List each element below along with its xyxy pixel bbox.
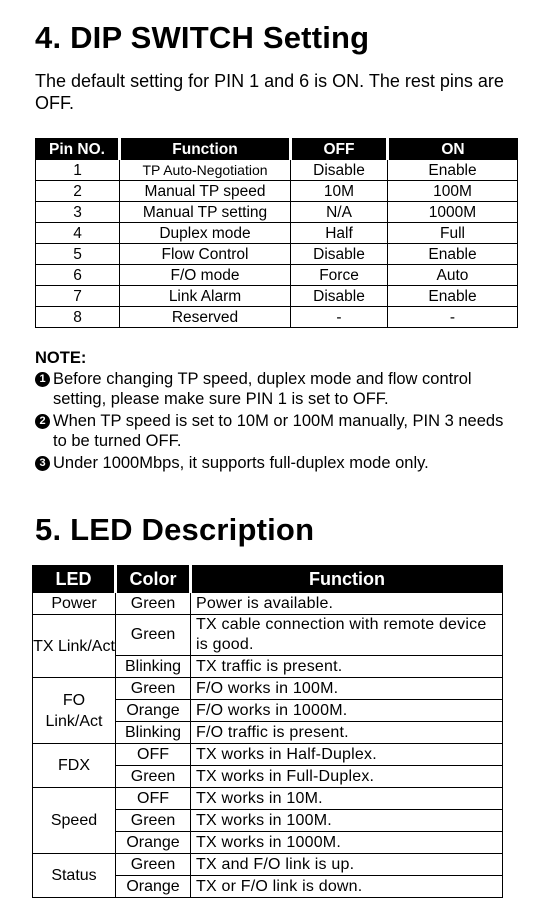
led-cell-name: Power (33, 593, 116, 615)
dip-header-pin: Pin NO. (36, 139, 120, 160)
led-cell-function: TX traffic is present. (191, 656, 503, 678)
led-header-function: Function (191, 566, 503, 593)
dip-cell-off: Half (291, 223, 388, 244)
led-cell-function: TX cable connection with remote device is good. (191, 615, 503, 656)
dip-cell-pin: 4 (36, 223, 120, 244)
led-cell-color: Orange (116, 876, 191, 898)
led-cell-color: Blinking (116, 656, 191, 678)
dip-cell-off: 10M (291, 181, 388, 202)
led-cell-color: OFF (116, 744, 191, 766)
led-cell-color: Green (116, 678, 191, 700)
led-cell-color: Orange (116, 700, 191, 722)
dip-cell-pin: 7 (36, 286, 120, 307)
led-cell-function: TX works in Half-Duplex. (191, 744, 503, 766)
note-block (35, 348, 515, 474)
dip-cell-pin: 6 (36, 265, 120, 286)
dip-cell-function: Flow Control (120, 244, 291, 265)
dip-switch-heading: 4. DIP SWITCH Setting (35, 20, 370, 55)
note-item-text: Under 1000Mbps, it supports full-duplex mode only. (53, 453, 429, 472)
note-title: NOTE: (35, 349, 87, 367)
dip-cell-function: TP Auto-Negotiation (120, 160, 291, 181)
led-cell-function: TX and F/O link is up. (191, 854, 503, 876)
led-description-table (32, 565, 503, 898)
led-table-row (33, 593, 503, 615)
led-cell-name: FO Link/Act (33, 678, 116, 744)
dip-cell-off: Force (291, 265, 388, 286)
led-cell-color: Green (116, 615, 191, 656)
dip-header-on: ON (388, 139, 518, 160)
dip-cell-on: Auto (388, 265, 518, 286)
dip-cell-pin: 1 (36, 160, 120, 181)
led-cell-function: F/O works in 1000M. (191, 700, 503, 722)
led-cell-function: F/O traffic is present. (191, 722, 503, 744)
led-cell-function: TX works in 1000M. (191, 832, 503, 854)
led-cell-color: Green (116, 593, 191, 615)
dip-cell-function: Duplex mode (120, 223, 291, 244)
dip-table-row (36, 265, 518, 286)
dip-cell-on: - (388, 307, 518, 328)
dip-cell-on: Enable (388, 244, 518, 265)
dip-cell-on: 100M (388, 181, 518, 202)
dip-table-row (36, 223, 518, 244)
dip-intro-text: The default setting for PIN 1 and 6 is ON. The rest pins are OFF. (35, 71, 504, 113)
led-cell-function: Power is available. (191, 593, 503, 615)
dip-switch-table (35, 138, 518, 328)
dip-table-row (36, 160, 518, 181)
led-table-row (33, 678, 503, 700)
dip-cell-function: Manual TP speed (120, 181, 291, 202)
dip-cell-pin: 5 (36, 244, 120, 265)
note-item (35, 411, 515, 452)
dip-cell-on: Enable (388, 160, 518, 181)
note-item-text: When TP speed is set to 10M or 100M manually, PIN 3 needs to be turned OFF. (53, 411, 504, 450)
number-3-icon: 3 (35, 456, 50, 471)
number-2-icon: 2 (35, 414, 50, 429)
dip-cell-function: Reserved (120, 307, 291, 328)
dip-cell-function: Link Alarm (120, 286, 291, 307)
dip-table-row (36, 307, 518, 328)
led-cell-function: TX works in Full-Duplex. (191, 766, 503, 788)
led-header-color: Color (116, 566, 191, 593)
led-cell-function: TX or F/O link is down. (191, 876, 503, 898)
led-cell-function: F/O works in 100M. (191, 678, 503, 700)
dip-table-row (36, 202, 518, 223)
number-1-icon: 1 (35, 372, 50, 387)
dip-cell-off: Disable (291, 286, 388, 307)
led-table-row (33, 788, 503, 810)
dip-cell-on: 1000M (388, 202, 518, 223)
note-item (35, 369, 515, 410)
dip-cell-off: Disable (291, 160, 388, 181)
dip-cell-function: F/O mode (120, 265, 291, 286)
led-cell-color: Blinking (116, 722, 191, 744)
led-cell-color: Green (116, 810, 191, 832)
led-cell-name: Speed (33, 788, 116, 854)
dip-cell-function: Manual TP setting (120, 202, 291, 223)
dip-cell-on: Full (388, 223, 518, 244)
led-cell-color: Green (116, 766, 191, 788)
dip-table-row (36, 244, 518, 265)
dip-cell-off: Disable (291, 244, 388, 265)
note-item-text: Before changing TP speed, duplex mode and flow control setting, please make sure PIN 1 is set to OFF. (53, 369, 472, 408)
dip-cell-pin: 2 (36, 181, 120, 202)
led-cell-color: Green (116, 854, 191, 876)
led-table-row (33, 615, 503, 656)
led-table-row (33, 854, 503, 876)
led-table-row (33, 744, 503, 766)
led-cell-name: TX Link/Act (33, 615, 116, 678)
led-cell-name: Status (33, 854, 116, 898)
dip-cell-on: Enable (388, 286, 518, 307)
dip-cell-pin: 3 (36, 202, 120, 223)
led-cell-color: OFF (116, 788, 191, 810)
led-cell-name: FDX (33, 744, 116, 788)
led-header-led: LED (33, 566, 116, 593)
led-cell-function: TX works in 100M. (191, 810, 503, 832)
led-cell-function: TX works in 10M. (191, 788, 503, 810)
note-item (35, 453, 515, 474)
dip-cell-off: N/A (291, 202, 388, 223)
led-cell-color: Orange (116, 832, 191, 854)
dip-table-row (36, 286, 518, 307)
led-description-heading: 5. LED Description (35, 512, 315, 547)
dip-table-row (36, 181, 518, 202)
dip-cell-pin: 8 (36, 307, 120, 328)
dip-header-off: OFF (291, 139, 388, 160)
dip-header-function: Function (120, 139, 291, 160)
dip-cell-off: - (291, 307, 388, 328)
